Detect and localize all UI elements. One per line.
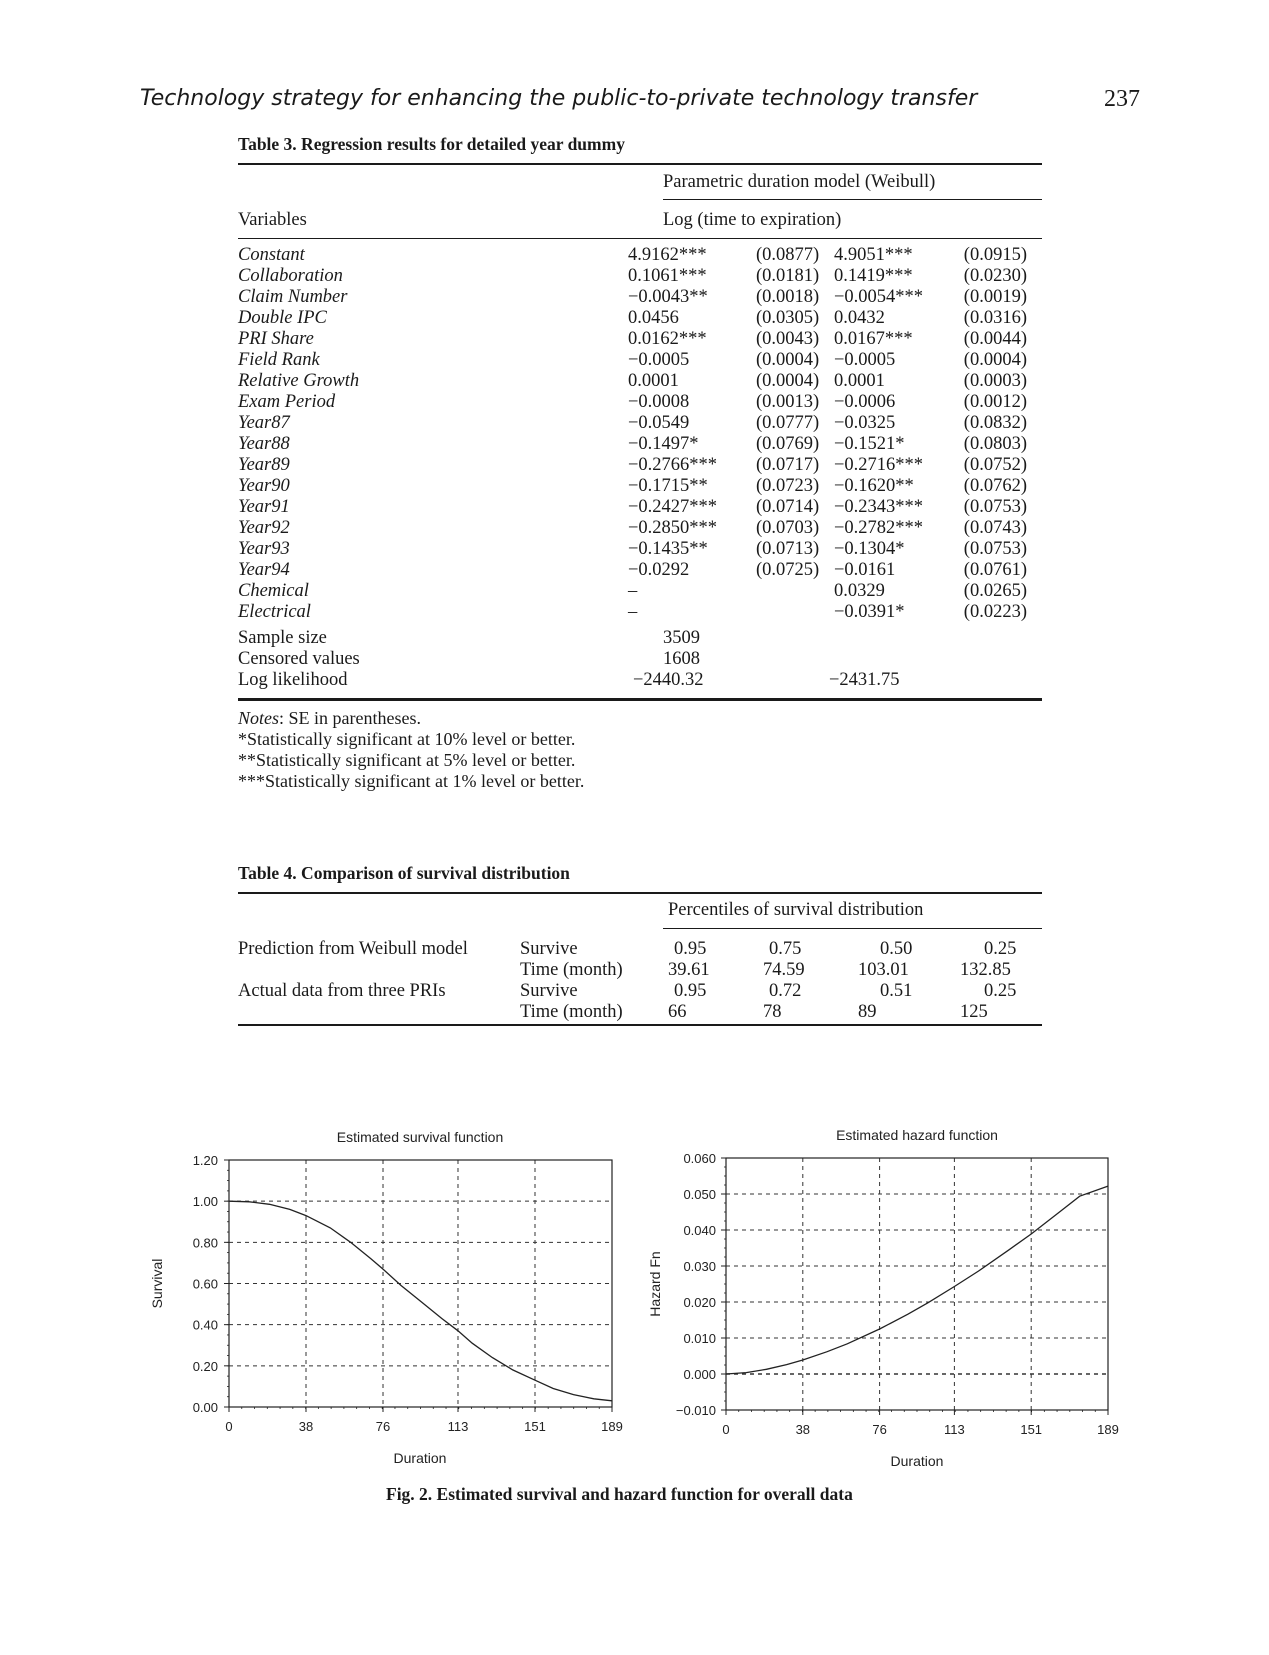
se-model1: (0.0004) (756, 371, 820, 391)
row-value: 74.59 (763, 960, 805, 980)
coef-model2: −0.1620** (834, 476, 914, 496)
x-tick-label: 189 (1097, 1422, 1119, 1437)
coef-model1: −0.1497* (628, 434, 699, 454)
se-model1: (0.0725) (756, 560, 820, 580)
se-model1: (0.0769) (756, 434, 820, 454)
row-label: Actual data from three PRIs (238, 981, 446, 1001)
running-head (140, 86, 1140, 116)
se-model2: (0.0230) (963, 266, 1027, 286)
se-model2: (0.0265) (963, 581, 1027, 601)
table3-top-rule (238, 163, 1042, 165)
sample-size-value: 3509 (663, 628, 700, 648)
variable-name: Year92 (238, 518, 290, 538)
se-model2: (0.0012) (963, 392, 1027, 412)
y-tick-label: 1.20 (192, 1153, 218, 1168)
y-tick-label: 0.060 (683, 1151, 716, 1166)
coef-model1: −0.1715** (628, 476, 708, 496)
x-tick-label: 113 (944, 1422, 965, 1437)
table-row (238, 350, 1027, 371)
coef-model1: – (628, 581, 638, 601)
chart-title: Estimated survival function (336, 1129, 504, 1145)
coef-model1: −0.0008 (628, 392, 690, 412)
variable-name: Exam Period (238, 392, 336, 412)
variable-name: Year93 (238, 539, 290, 559)
table3-caption: Table 3. Regression results for detailed year dummy (238, 134, 625, 154)
table-row (238, 518, 1027, 539)
coef-model1: – (628, 602, 638, 622)
row-kind: Survive (520, 939, 578, 959)
table-row (238, 392, 1027, 413)
row-label: Prediction from Weibull model (238, 939, 468, 959)
chart-survival (149, 1129, 623, 1466)
table3-header-rule (238, 238, 1042, 239)
sample-size-label: Sample size (238, 628, 327, 648)
table-row (238, 329, 1027, 350)
coef-model2: −0.0325 (834, 413, 896, 433)
row-value: 0.25 (984, 939, 1017, 959)
x-tick-label: 0 (722, 1422, 730, 1437)
x-tick-label: 76 (375, 1419, 391, 1434)
table-row (238, 539, 1027, 560)
table-row (238, 560, 1027, 581)
se-model2: (0.0762) (963, 476, 1027, 496)
table-row (238, 413, 1027, 434)
table4-header-rule (663, 928, 1042, 929)
coef-model2: −0.2343*** (834, 497, 924, 517)
coef-model2: −0.2782*** (834, 518, 924, 538)
x-axis-label: Duration (890, 1453, 944, 1469)
table4-bottom-rule (238, 1024, 1042, 1026)
y-tick-label: 0.050 (683, 1187, 716, 1202)
x-axis-label: Duration (393, 1450, 447, 1466)
note-sig1: ***Statistically significant at 1% level or better. (238, 771, 585, 791)
y-tick-label: 0.040 (683, 1223, 716, 1238)
row-kind: Time (month) (520, 1002, 623, 1022)
variable-name: Field Rank (238, 350, 320, 370)
x-tick-label: 38 (795, 1422, 811, 1437)
y-tick-label: 0.20 (192, 1358, 218, 1374)
x-tick-label: 0 (225, 1419, 233, 1434)
note-sig5: **Statistically significant at 5% level or better. (238, 750, 576, 770)
variable-name: Year89 (238, 455, 290, 475)
table-row (238, 455, 1027, 476)
table4-caption: Table 4. Comparison of survival distribution (238, 863, 570, 883)
table3-model-rule (663, 199, 1042, 200)
variable-name: Collaboration (238, 266, 343, 286)
variable-name: Double IPC (238, 308, 327, 328)
se-model1 (756, 581, 834, 602)
row-value: 0.51 (880, 981, 913, 1001)
table-row (238, 287, 1027, 308)
row-value: 0.95 (674, 939, 707, 959)
se-model2: (0.0316) (963, 308, 1027, 328)
se-model2: (0.0003) (963, 371, 1027, 391)
table-row (238, 497, 1027, 518)
coef-model1: −0.0043** (628, 287, 708, 307)
row-value: 0.25 (984, 981, 1017, 1001)
y-axis-label: Hazard Fn (647, 1251, 663, 1317)
y-tick-label: 0.60 (192, 1276, 218, 1292)
coef-model2: 0.0432 (834, 308, 885, 328)
series-line (726, 1186, 1108, 1374)
coef-model1: 0.1061*** (628, 266, 707, 286)
variable-name: Year94 (238, 560, 290, 580)
notes-label: Notes (238, 708, 280, 728)
se-model1 (756, 602, 834, 623)
se-model1: (0.0004) (756, 350, 820, 370)
y-tick-label: 0.010 (683, 1331, 716, 1346)
table4-header: Percentiles of survival distribution (668, 900, 924, 920)
chart-hazard (647, 1127, 1119, 1469)
coef-model2: −0.0161 (834, 560, 896, 580)
loglik-label: Log likelihood (238, 670, 348, 690)
row-value: 39.61 (668, 960, 710, 980)
y-tick-label: 0.020 (683, 1295, 716, 1310)
row-value: 132.85 (960, 960, 1011, 980)
se-model1: (0.0713) (756, 539, 820, 559)
table4-top-rule (238, 892, 1042, 894)
coef-model2: 0.0167*** (834, 329, 913, 349)
se-model2: (0.0753) (963, 497, 1027, 517)
variable-name: Claim Number (238, 287, 348, 307)
series-line (229, 1201, 612, 1401)
table-row (238, 371, 1027, 392)
plot-frame (726, 1158, 1108, 1410)
se-model1: (0.0703) (756, 518, 820, 538)
coef-model1: 0.0456 (628, 308, 679, 328)
row-value: 0.72 (769, 981, 802, 1001)
table3-variables-header: Variables (238, 210, 307, 230)
coef-model2: −0.2716*** (834, 455, 924, 475)
coef-model1: −0.2766*** (628, 455, 718, 475)
variable-name: PRI Share (238, 329, 314, 349)
variable-name: Chemical (238, 581, 309, 601)
se-model1: (0.0043) (756, 329, 820, 349)
coef-model2: −0.1304* (834, 539, 905, 559)
coef-model1: −0.0005 (628, 350, 690, 370)
se-model1: (0.0717) (756, 455, 820, 475)
note-sig10: *Statistically significant at 10% level or better. (238, 729, 576, 749)
table-row (238, 581, 1027, 602)
coef-model2: 0.0001 (834, 371, 885, 391)
x-tick-label: 38 (298, 1419, 314, 1434)
se-model2: (0.0832) (963, 413, 1027, 433)
x-tick-label: 151 (524, 1419, 546, 1434)
coef-model1: 0.0162*** (628, 329, 707, 349)
variable-name: Constant (238, 245, 305, 265)
variable-name: Year88 (238, 434, 290, 454)
se-model1: (0.0305) (756, 308, 820, 328)
se-model1: (0.0777) (756, 413, 820, 433)
loglik-value-1: −2440.32 (633, 670, 704, 690)
row-value: 103.01 (858, 960, 909, 980)
variable-name: Relative Growth (238, 371, 360, 391)
se-model1: (0.0018) (756, 287, 820, 307)
x-tick-label: 76 (872, 1422, 887, 1437)
coef-model2: −0.0391* (834, 602, 905, 622)
table-row (238, 602, 1027, 623)
coef-model1: −0.0292 (628, 560, 690, 580)
se-model1: (0.0877) (756, 245, 820, 265)
coef-model1: −0.0549 (628, 413, 690, 433)
row-value: 66 (668, 1002, 687, 1022)
y-tick-label: −0.010 (675, 1403, 716, 1418)
figure-2 (0, 1120, 1269, 1520)
se-model2: (0.0743) (963, 518, 1027, 538)
table3-body (238, 245, 1027, 623)
y-tick-label: 0.00 (192, 1400, 218, 1415)
y-tick-label: 0.000 (683, 1367, 716, 1382)
se-model1: (0.0714) (756, 497, 820, 517)
variable-name: Year91 (238, 497, 290, 517)
table3-dependent-header: Log (time to expiration) (663, 210, 842, 230)
coef-model2: −0.0005 (834, 350, 896, 370)
notes-text: : SE in parentheses. (279, 708, 421, 728)
x-tick-label: 113 (447, 1419, 469, 1434)
notes-line (238, 708, 421, 729)
y-tick-label: 1.00 (192, 1194, 218, 1210)
page-number: 237 (1104, 86, 1140, 112)
coef-model2: 4.9051*** (834, 245, 913, 265)
loglik-value-2: −2431.75 (829, 670, 900, 690)
variable-name: Electrical (238, 602, 311, 622)
figure-caption: Fig. 2. Estimated survival and hazard function for overall data (386, 1484, 853, 1504)
se-model2: (0.0004) (963, 350, 1027, 370)
table3-bottom-rule (238, 698, 1042, 701)
se-model2: (0.0752) (963, 455, 1027, 475)
se-model2: (0.0044) (963, 329, 1027, 349)
coef-model1: 0.0001 (628, 371, 679, 391)
table-row (238, 245, 1027, 266)
coef-model1: −0.2850*** (628, 518, 718, 538)
y-axis-label: Survival (149, 1258, 165, 1309)
row-value: 125 (960, 1002, 988, 1022)
coef-model1: −0.2427*** (628, 497, 718, 517)
x-tick-label: 189 (601, 1419, 623, 1434)
table-row (238, 308, 1027, 329)
coef-model2: −0.1521* (834, 434, 905, 454)
variable-name: Year87 (238, 413, 290, 433)
coef-model2: −0.0006 (834, 392, 896, 412)
censored-label: Censored values (238, 649, 360, 669)
coef-model1: 4.9162*** (628, 245, 707, 265)
se-model1: (0.0013) (756, 392, 820, 412)
row-value: 0.50 (880, 939, 913, 959)
se-model2: (0.0753) (963, 539, 1027, 559)
censored-value: 1608 (663, 649, 700, 669)
row-value: 78 (763, 1002, 782, 1022)
se-model1: (0.0181) (756, 266, 820, 286)
y-tick-label: 0.80 (192, 1235, 218, 1251)
x-tick-label: 151 (1020, 1422, 1043, 1437)
table-row (238, 476, 1027, 497)
coef-model2: 0.1419*** (834, 266, 913, 286)
y-tick-label: 0.40 (192, 1317, 218, 1333)
se-model2: (0.0761) (963, 560, 1027, 580)
variable-name: Year90 (238, 476, 290, 496)
table-row (238, 434, 1027, 455)
coef-model2: 0.0329 (834, 581, 885, 601)
row-kind: Time (month) (520, 960, 623, 980)
y-tick-label: 0.030 (683, 1259, 716, 1274)
se-model2: (0.0915) (963, 245, 1027, 265)
row-kind: Survive (520, 981, 578, 1001)
se-model2: (0.0223) (963, 602, 1027, 622)
row-value: 89 (858, 1002, 877, 1022)
table3-model-header: Parametric duration model (Weibull) (663, 172, 936, 192)
table-row (238, 266, 1027, 287)
se-model1: (0.0723) (756, 476, 820, 496)
se-model2: (0.0019) (963, 287, 1027, 307)
coef-model2: −0.0054*** (834, 287, 924, 307)
running-head-title: Technology strategy for enhancing the public-to-private technology transfer (140, 86, 978, 111)
row-value: 0.75 (769, 939, 802, 959)
chart-title: Estimated hazard function (836, 1127, 998, 1143)
coef-model1: −0.1435** (628, 539, 708, 559)
se-model2: (0.0803) (963, 434, 1027, 454)
row-value: 0.95 (674, 981, 707, 1001)
